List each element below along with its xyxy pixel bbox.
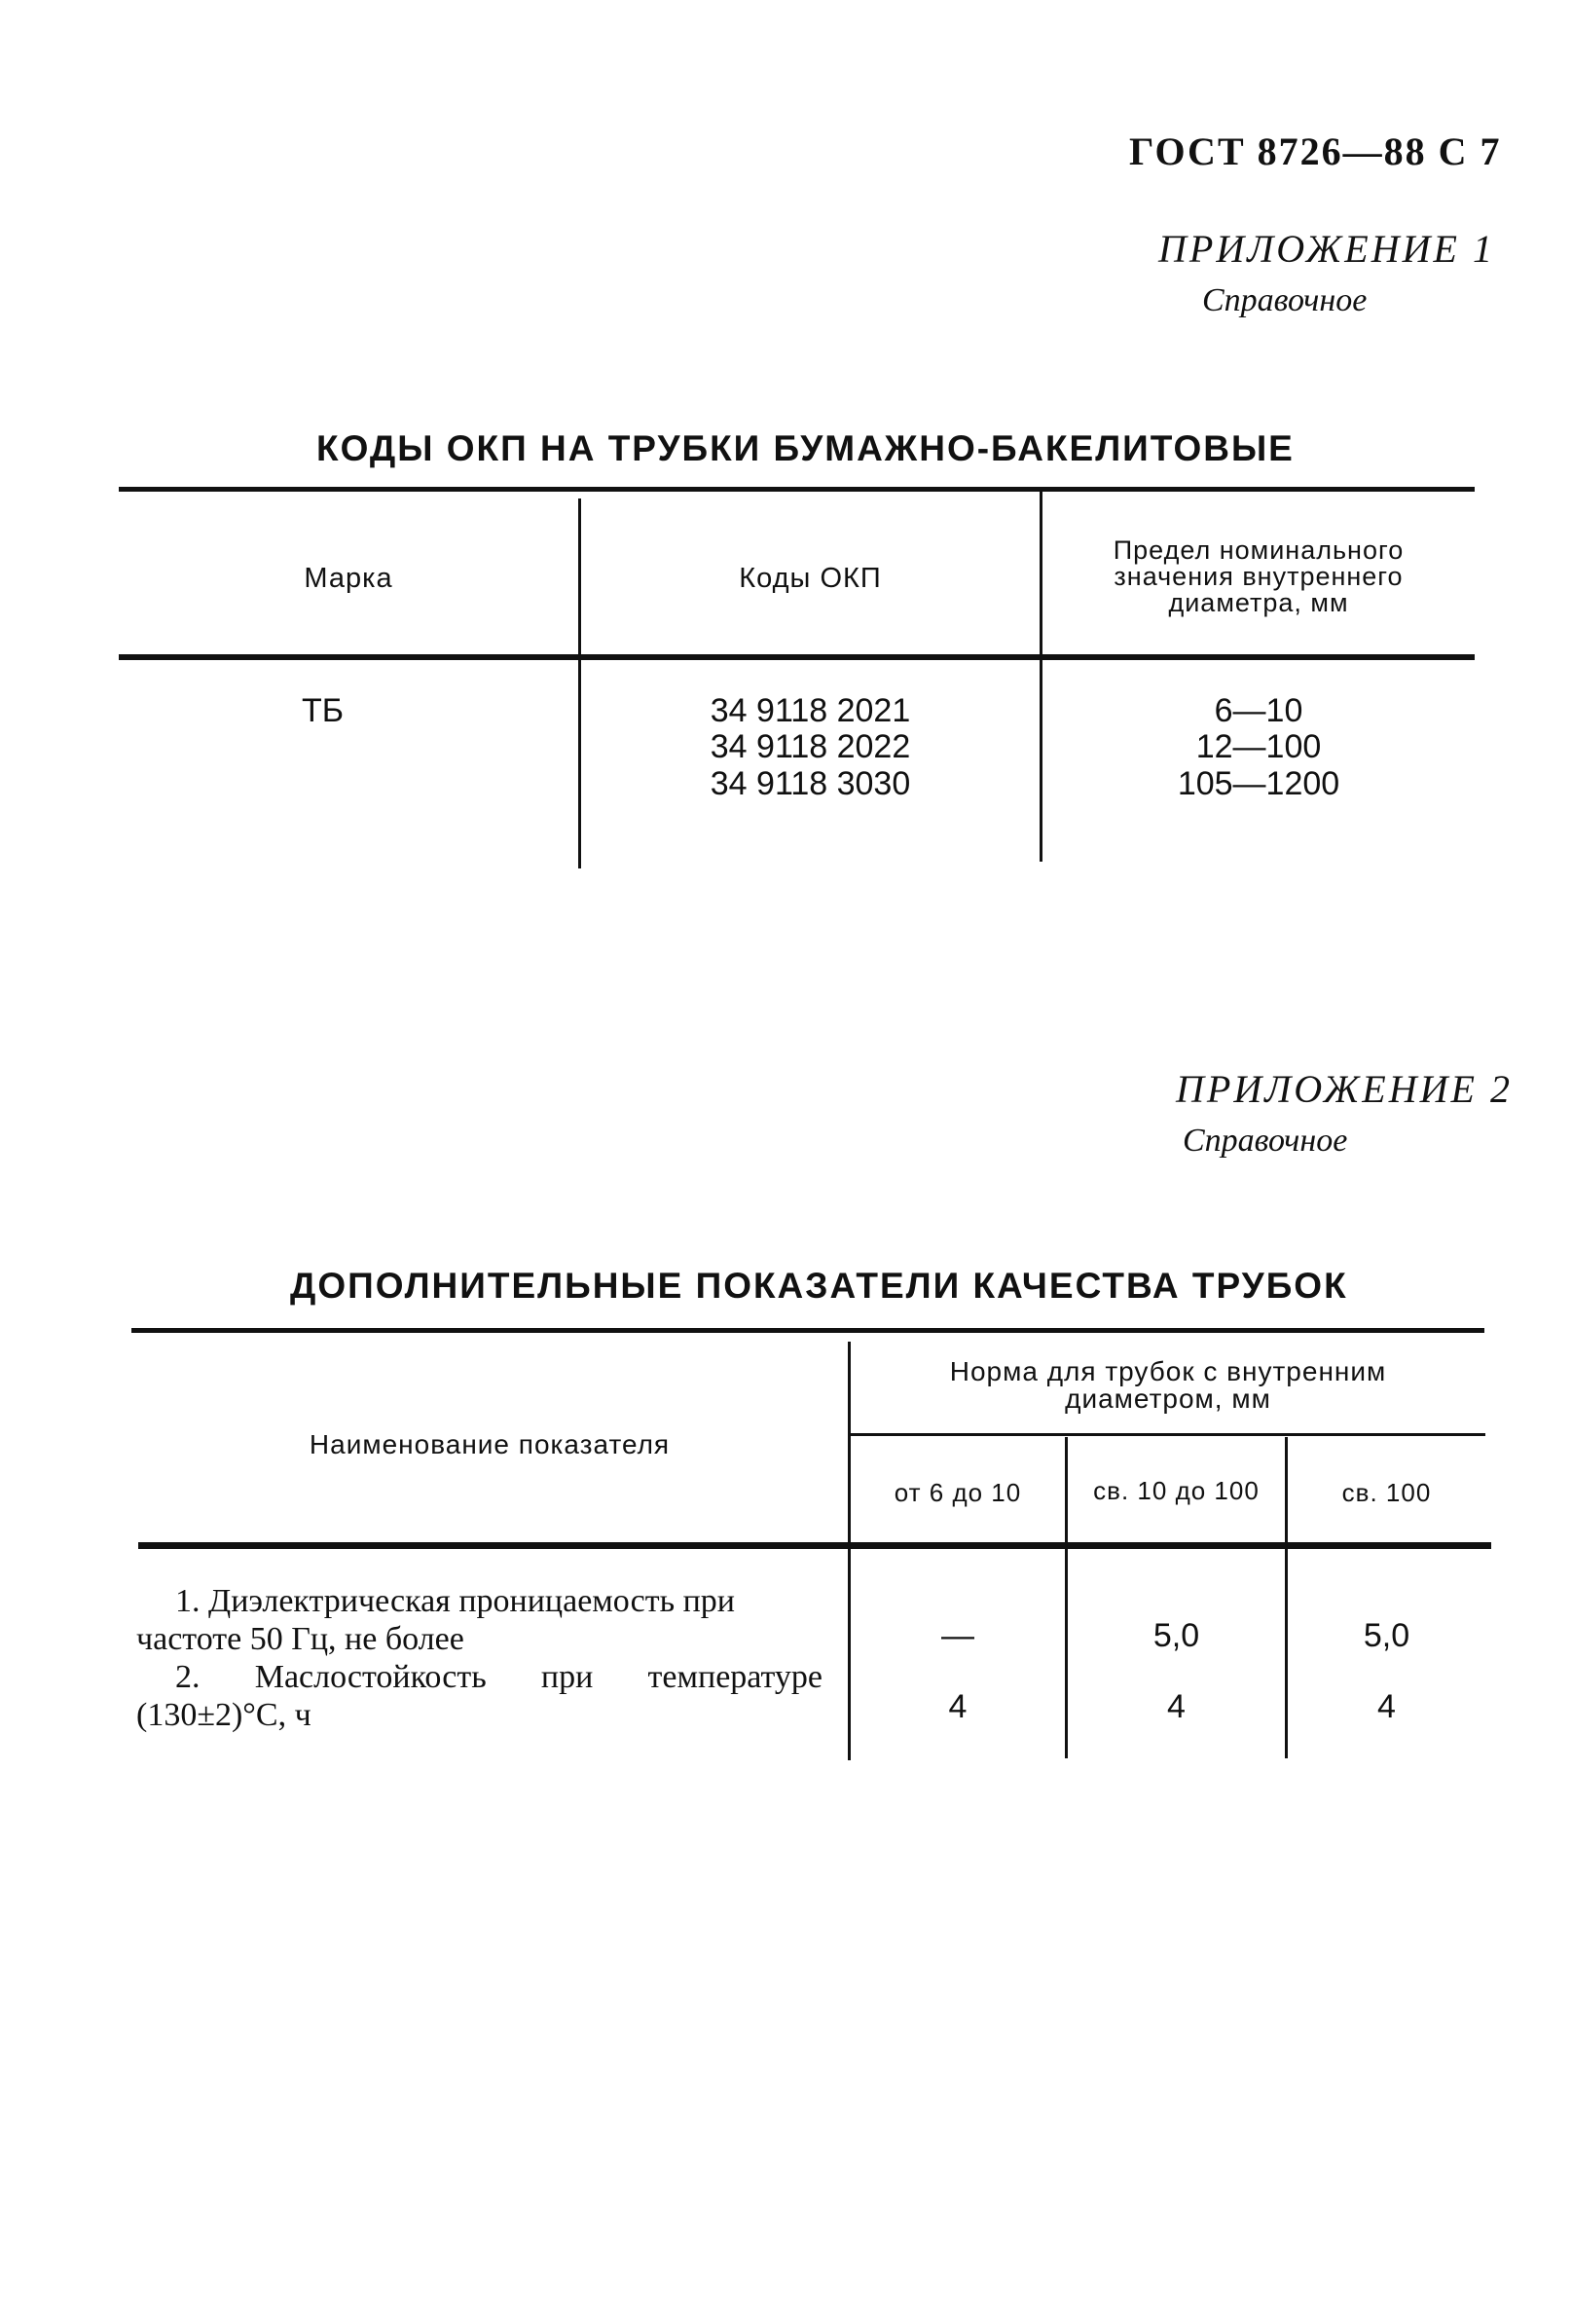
appendix-1-kind: Справочное [1202, 282, 1368, 318]
appendix-2-kind: Справочное [1183, 1123, 1348, 1159]
col-header-range-3: св. 100 [1341, 1478, 1432, 1507]
table-cell-codes: 34 9118 2021 34 9118 2022 34 9118 3030 [710, 692, 911, 802]
table-cell-value: 4 [948, 1688, 968, 1725]
table-top-rule [131, 1328, 1484, 1333]
table-cell-value: 4 [1377, 1688, 1396, 1725]
appendix-2-title: ДОПОЛНИТЕЛЬНЫЕ ПОКАЗАТЕЛИ КАЧЕСТВА ТРУБОК [290, 1266, 1348, 1306]
appendix-2-label: ПРИЛОЖЕНИЕ 2 [1176, 1067, 1513, 1111]
col-header-range-2: св. 10 до 100 [1093, 1476, 1260, 1505]
col-header-diameter: Предел номинального значения внутреннего диаметра, мм [1113, 535, 1405, 617]
table-cell-value: 5,0 [1152, 1617, 1200, 1654]
col-header-name: Наименование показателя [309, 1429, 671, 1459]
col-header-norm-group: Норма для трубок с внутренним диаметром, мм [949, 1356, 1387, 1414]
col-header-mark: Марка [304, 563, 393, 594]
table-cell-value: 5,0 [1363, 1617, 1410, 1654]
col-header-range-1: от 6 до 10 [894, 1478, 1022, 1507]
appendix-1-title: КОДЫ ОКП НА ТРУБКИ БУМАЖНО-БАКЕЛИТОВЫЕ [316, 428, 1295, 468]
table-row-name: 2. Маслостойкость при температуре (130±2)°С, ч [136, 1659, 823, 1734]
norm-group-rule [851, 1433, 1485, 1436]
document-id: ГОСТ 8726—88 С 7 [1129, 129, 1502, 173]
col-header-codes: Коды ОКП [739, 563, 882, 594]
table-cell-value: — [941, 1617, 974, 1654]
table-row-name: 1. Диэлектрическая проницаемость при частоте 50 Гц, не более [136, 1583, 735, 1658]
appendix-1-label: ПРИЛОЖЕНИЕ 1 [1158, 227, 1495, 271]
table-cell-mark: ТБ [302, 692, 345, 729]
table-cell-ranges: 6—10 12—100 105—1200 [1177, 692, 1340, 802]
table-header-rule [138, 1542, 1491, 1549]
table-cell-value: 4 [1167, 1688, 1186, 1725]
